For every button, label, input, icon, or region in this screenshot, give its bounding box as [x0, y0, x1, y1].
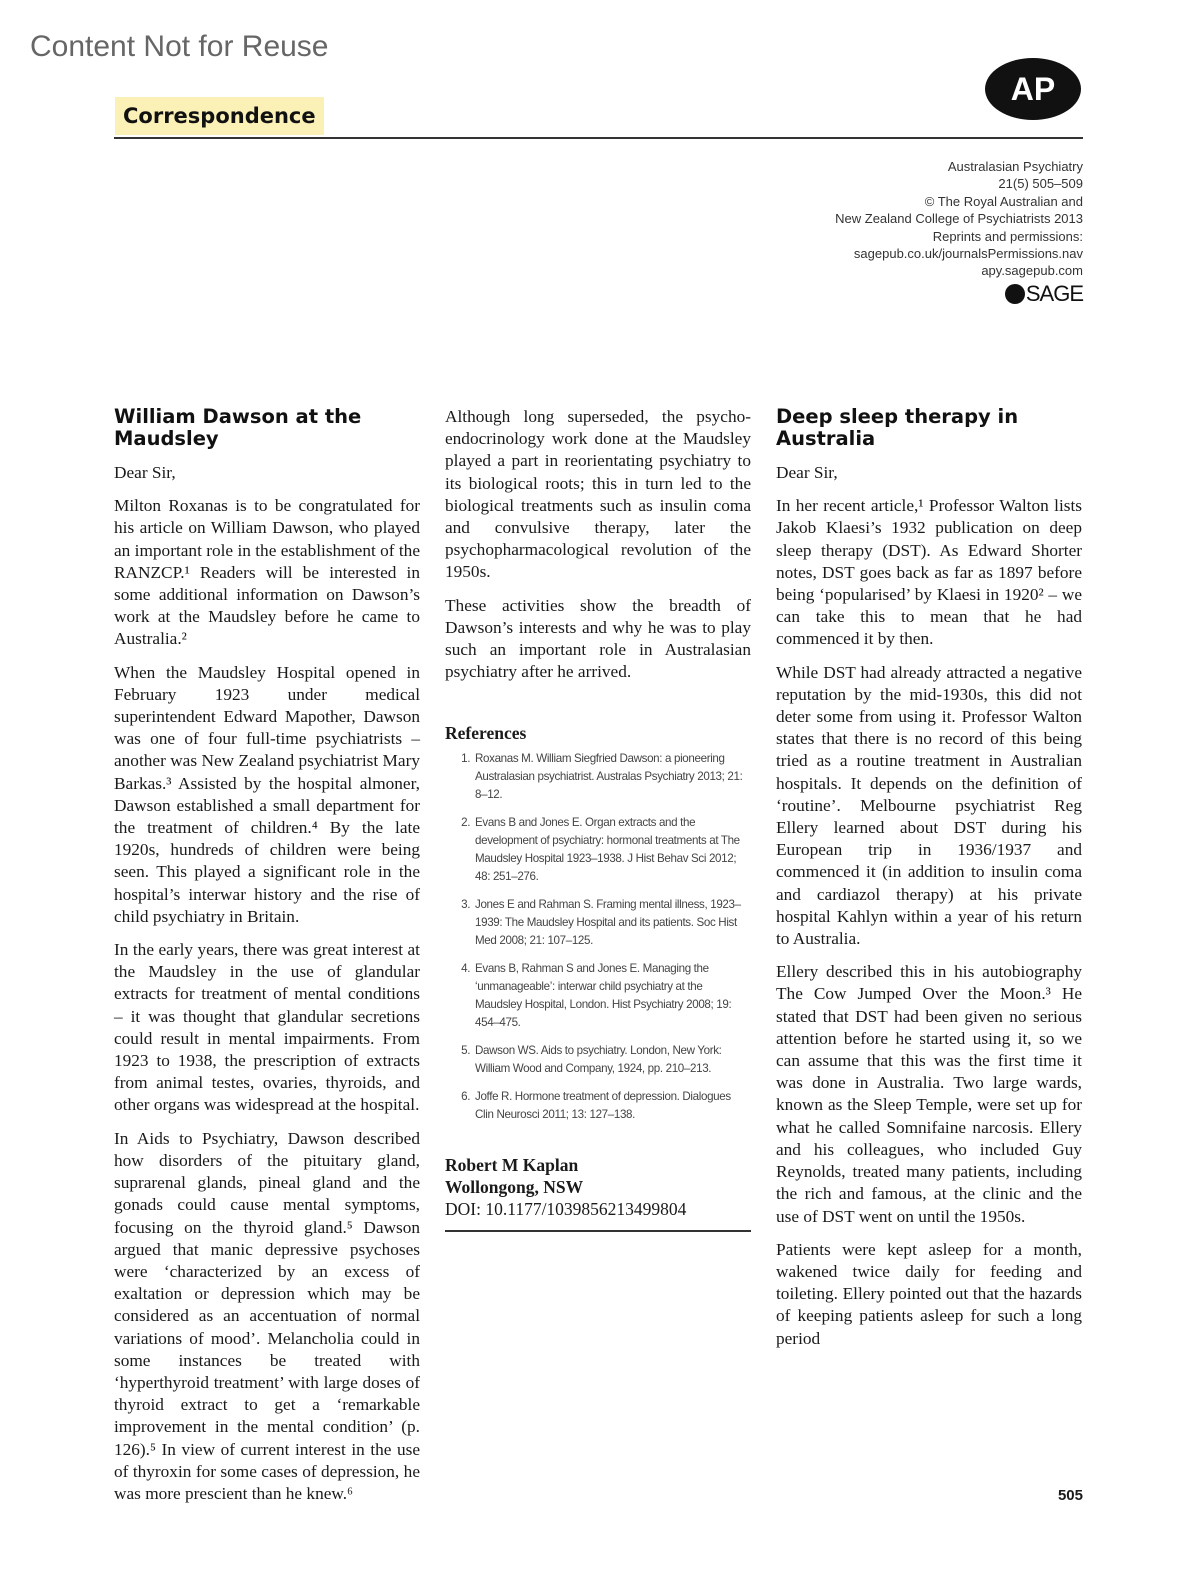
salutation: Dear Sir,: [114, 463, 176, 482]
author-name: Robert M Kaplan: [445, 1155, 579, 1176]
salutation: Dear Sir,: [776, 463, 838, 482]
article-title: William Dawson at the Maudsley: [114, 405, 362, 450]
sage-logo: [1005, 281, 1083, 307]
doi-link[interactable]: DOI: 10.1177/1039856213499804: [445, 1199, 687, 1220]
reference-item: 6. Joffe R. Hormone treatment of depression. Dialogues Clin Neurosci 2011; 13: 127–138.: [473, 1088, 751, 1124]
author-location: Wollongong, NSW: [445, 1177, 584, 1198]
publisher-name: SAGE: [1025, 281, 1083, 306]
permissions-link[interactable]: sagepub.co.uk/journalsPermissions.nav: [853, 246, 1083, 262]
body-paragraph: In her recent article,¹ Professor Walton lists Jakob Klaesi’s 1932 publication on deep sleep therapy (DST). As Edward Shorter notes, DST goes back as far as 1897 before being ‘popularised’ by Klaesi in 1920² – we can take this to mean that he had commenced it by then.: [776, 496, 1082, 649]
body-paragraph: Milton Roxanas is to be congratulated for his article on William Dawson, who played an important role in the establishment of the RANZCP.¹ Readers will be interested in some additional information on Dawson’s work at the Maudsley before he came to Australia.²: [114, 496, 420, 649]
column-2: [445, 406, 751, 1232]
body-paragraph: In Aids to Psychiatry, Dawson described how disorders of the pituitary gland, suprarenal glands, pineal gland and the gonads could cause mental symptoms, focusing on the thyroid gland.⁵ Dawson argued that manic depressive psychoses were ‘characterized by an excess of exaltation or depression which may be considered as an accentuation of normal variations of mood’. Melancholia could in some instances be treated with ‘hyperthyroid treatment’ with large doses of thyroid extract to get a ‘remarkable improvement in the mental condition’ (p. 126).⁵ In view of current interest in the use of thyroxin for some cases of depression, he was more prescient than he knew.⁶: [114, 1128, 420, 1503]
column-1: [114, 406, 420, 1516]
body-paragraph: Patients were kept asleep for a month, wakened twice daily for feeding and toileting. Ellery pointed out that the hazards of keeping patients asleep for such a long period: [776, 1239, 1082, 1348]
column-3: [776, 406, 1082, 1361]
header-divider: [114, 137, 1083, 139]
journal-volume: 21(5) 505–509: [998, 176, 1083, 192]
journal-info: [835, 158, 1083, 280]
references-heading: References: [445, 723, 527, 744]
body-paragraph: In the early years, there was great interest at the Maudsley in the use of glandular extracts for treatment of mental conditions – it was thought that glandular secretions could result in mental impairments. From 1923 to 1938, the prescription of extracts from animal testes, ovaries, thyroids, and other organs was widespread at the hospital.: [114, 940, 420, 1115]
copyright-line: New Zealand College of Psychiatrists 2013: [835, 211, 1083, 227]
journal-logo: AP: [985, 58, 1081, 120]
copyright-line: © The Royal Australian and: [924, 193, 1083, 209]
body-paragraph: While DST had already attracted a negative reputation by the mid-1930s, this did not deter some from using it. Professor Walton states that there is no record of this being tried as a routine treatment in Australian hospitals. It depends on the definition of ‘routine’. Melbourne psychiatrist Reg Ellery learned about DST during his European trip in 1936/1937 and commenced it (in addition to insulin coma and cardiazol therapy) at his private hospital Kahlyn within a year of his return to Australia.: [776, 662, 1082, 949]
permissions-label: Reprints and permissions:: [932, 228, 1083, 244]
references-list: [445, 750, 751, 1124]
body-paragraph: Ellery described this in his autobiography The Cow Jumped Over the Moon.³ He stated that DST had been given no serious attention before he started using it, so we can assume that this was the first time it was done in Australia. Two large wards, known as the Sleep Temple, were set up for what he called Somnifaine narcosis. Ellery and his colleagues, who included Guy Reynolds, treated many patients, including the rich and famous, at the clinic and the use of DST went on until the 1950s.: [776, 962, 1082, 1226]
reference-item: 2. Evans B and Jones E. Organ extracts and the development of psychiatry: hormonal treatments at The Maudsley Hospital 1923–1938. J Hist Behav Sci 2012; 48: 251–276.: [473, 814, 751, 886]
signature-block: [445, 1154, 751, 1220]
reference-item: 5. Dawson WS. Aids to psychiatry. London, New York: William Wood and Company, 1924, pp. 210–213.: [473, 1042, 751, 1078]
reference-item: 3. Jones E and Rahman S. Framing mental illness, 1923–1939: The Maudsley Hospital and its patients. Soc Hist Med 2008; 21: 107–125.: [473, 896, 751, 950]
body-paragraph: These activities show the breadth of Dawson’s interests and why he was to play such an important role in Australasian psychiatry after he arrived.: [445, 595, 751, 682]
signature-divider: [445, 1230, 751, 1232]
article-title: Deep sleep therapy in Australia: [776, 405, 1019, 450]
watermark-text: Content Not for Reuse: [30, 30, 329, 63]
reference-item: 4. Evans B, Rahman S and Jones E. Managing the ‘unmanageable’: interwar child psychiatry at the Maudsley Hospital, London. Hist Psychiatry 2008; 19: 454–475.: [473, 960, 751, 1032]
page-number: 505: [1057, 1487, 1083, 1504]
body-paragraph: Although long superseded, the psycho-endocrinology work done at the Maudsley played a part in reorientating psychiatry to its biological roots; this in turn led to the biological treatments such as insulin coma and convulsive therapy, later the psychopharmacological revolution of the 1950s.: [445, 407, 751, 582]
journal-website-link[interactable]: apy.sagepub.com: [981, 263, 1083, 279]
body-paragraph: When the Maudsley Hospital opened in February 1923 under medical superintendent Edward Mapother, Dawson was one of four full-time psychiatrists – another was New Zealand psychiatrist Mary Barkas.³ Assisted by the hospital almoner, Dawson established a small department for the treatment of children.⁴ By the late 1920s, hundreds of children were being seen. This played a significant role in the hospital’s interwar history and the rise of child psychiatry in Britain.: [114, 662, 420, 926]
sage-mark-icon: [1005, 284, 1025, 304]
section-label: Correspondence: [115, 97, 324, 135]
reference-item: 1. Roxanas M. William Siegfried Dawson: a pioneering Australasian psychiatrist. Australas Psychiatry 2013; 21: 8–12.: [473, 750, 751, 804]
journal-name: Australasian Psychiatry: [947, 159, 1083, 174]
